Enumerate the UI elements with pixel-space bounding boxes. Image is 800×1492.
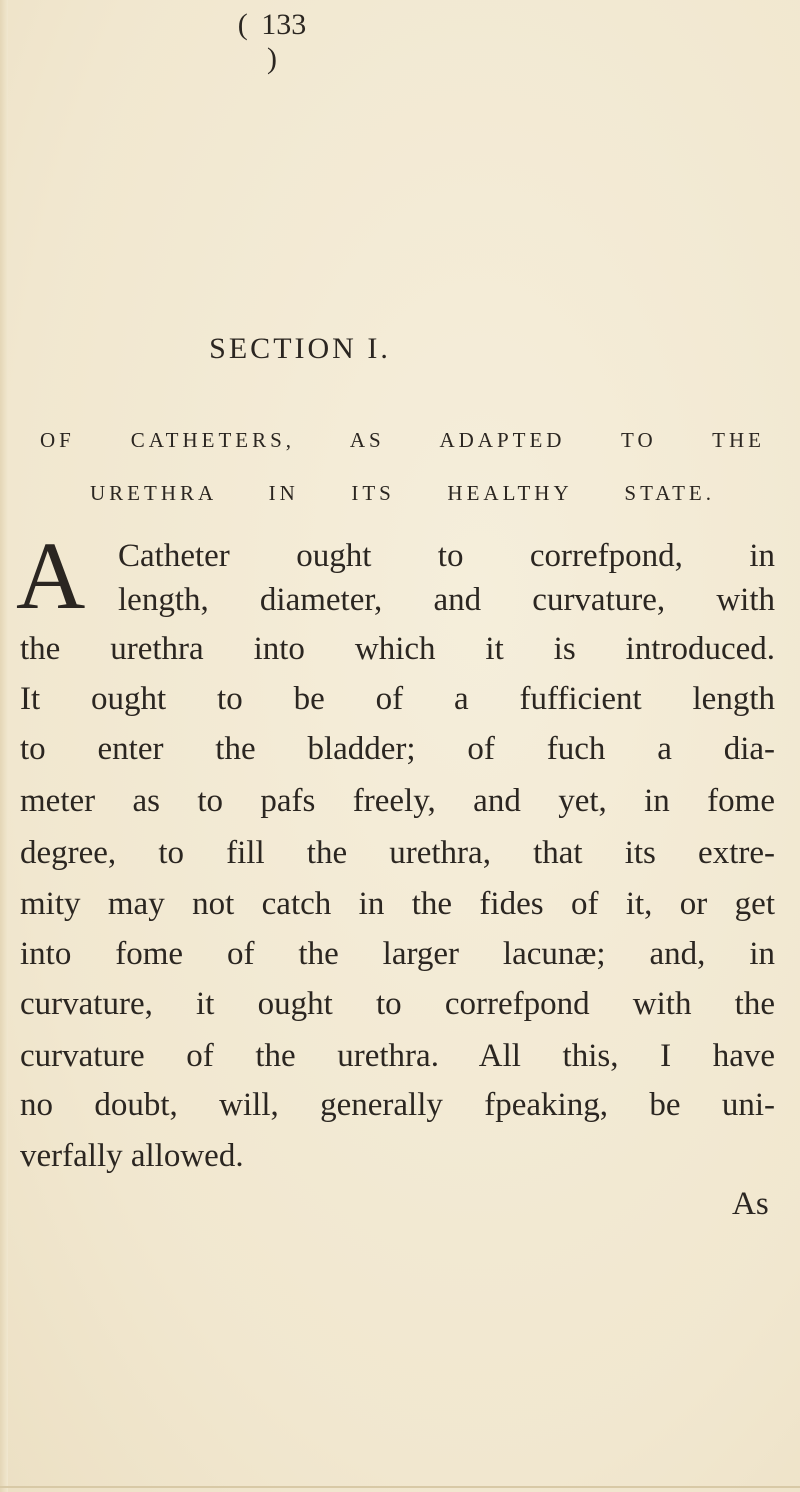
- subtitle-line: OF CATHETERS, AS ADAPTED TO THE: [40, 428, 765, 452]
- subtitle-line: URETHRA IN ITS HEALTHY STATE.: [90, 481, 715, 505]
- text-line: verfally allowed.: [20, 1138, 244, 1174]
- page-bottom-edge: [0, 1486, 800, 1488]
- text-line: the urethra into which it is introduced.: [20, 631, 775, 667]
- section-title: SECTION I.: [209, 332, 391, 365]
- text-line: It ought to be of a fufficient length: [20, 681, 775, 717]
- text-line: no doubt, will, generally fpeaking, be uni-: [20, 1087, 775, 1123]
- text-line: degree, to fill the urethra, that its extre-: [20, 835, 775, 871]
- page-number: ( 133 ): [237, 8, 307, 75]
- text-line: Catheter ought to correfpond, in: [118, 538, 775, 574]
- text-line: curvature, it ought to correfpond with the: [20, 986, 775, 1022]
- drop-cap: A: [16, 522, 86, 629]
- text-line: mity may not catch in the fides of it, or get: [20, 886, 775, 922]
- text-line: length, diameter, and curvature, with: [118, 582, 775, 618]
- text-line: to enter the bladder; of fuch a dia-: [20, 731, 775, 767]
- catchword: As: [732, 1186, 769, 1222]
- text-line: into fome of the larger lacunæ; and, in: [20, 936, 775, 972]
- text-line: curvature of the urethra. All this, I have: [20, 1038, 775, 1074]
- text-line: meter as to pafs freely, and yet, in fome: [20, 783, 775, 819]
- page-edge: [0, 0, 8, 1492]
